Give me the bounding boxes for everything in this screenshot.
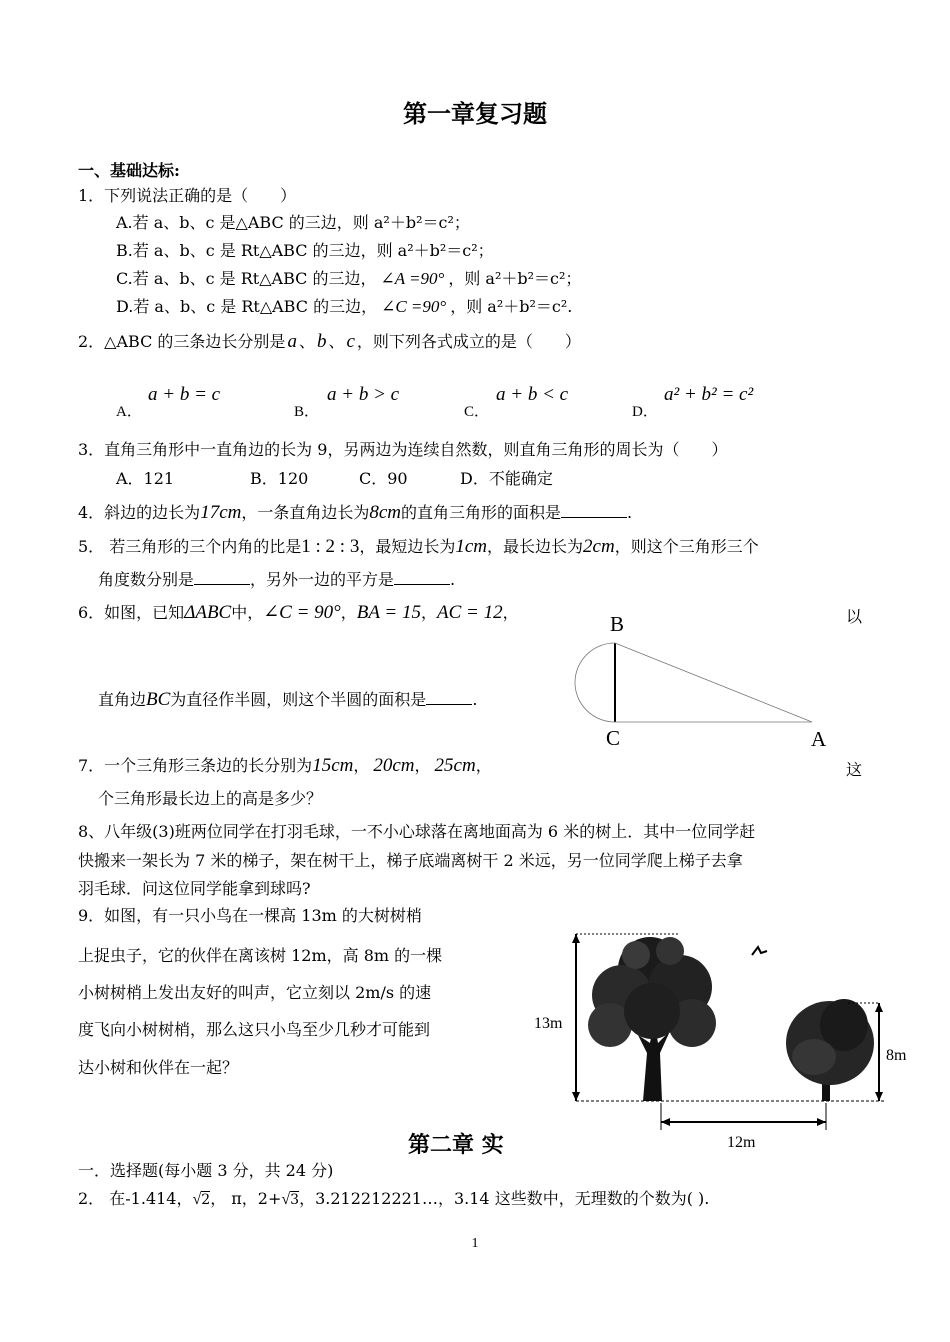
q6-label-c: C xyxy=(606,726,621,750)
q1-option-c-angle: ∠A =90° xyxy=(380,269,445,288)
small-tree-icon xyxy=(786,999,874,1101)
chapter2-subheading: 一．选择题(每小题 3 分，共 24 分) xyxy=(78,1161,334,1180)
q6-period: . xyxy=(472,690,478,709)
q9-arrow-icon xyxy=(875,1092,883,1101)
q6-semicircle xyxy=(575,643,615,722)
q9-line3: 小树树梢上发出友好的叫声，它立刻以 2m/s 的速 xyxy=(78,983,432,1002)
q5-shortest-side: 1cm xyxy=(455,536,488,557)
q6-ba: BA = 15 xyxy=(356,602,421,623)
sqrt-icon: √ xyxy=(281,1191,291,1208)
q6-label-b: B xyxy=(610,612,625,636)
q2-stem-tail: ，则下列各式成立的是（ ） xyxy=(356,332,581,351)
q2-option-d-formula: a² + b² = c² xyxy=(664,384,754,405)
q5-square-blank[interactable] xyxy=(394,570,450,585)
q7-sep: ， xyxy=(414,756,431,775)
q7-side-2: 20cm xyxy=(373,755,415,776)
q6-angle: ∠C = 90° xyxy=(263,602,341,623)
q6-triangle: ΔABC xyxy=(184,602,232,623)
q7-side-1: 15cm xyxy=(312,755,354,776)
q2-option-b-formula: a + b > c xyxy=(327,384,400,405)
q9-label-12m: 12m xyxy=(727,1134,756,1151)
q9-arrow-icon xyxy=(572,934,580,943)
q5-angles-blank[interactable] xyxy=(194,570,250,585)
q2-option-c-formula: a + b < c xyxy=(496,384,569,405)
q9-trees-figure xyxy=(530,925,930,1150)
chapter2-q2 xyxy=(78,1189,709,1210)
q9-line5: 达小树和伙伴在一起？ xyxy=(78,1058,239,1077)
q6-label-a: A xyxy=(811,727,827,751)
q1-option-c-text: C.若 a、b、c 是 Rt△ABC 的三边， xyxy=(116,269,377,288)
q8-line1: 8、八年级(3)班两位同学在打羽毛球，一不小心球落在离地面高为 6 米的树上．其中一位同学赶 xyxy=(78,822,756,841)
q2-option-d-label: D． xyxy=(632,404,658,420)
q6-side-ba xyxy=(615,643,812,722)
q6-answer-blank[interactable] xyxy=(426,690,472,705)
q1-option-d xyxy=(116,297,572,317)
q5-stem xyxy=(78,537,759,557)
q4-period: . xyxy=(627,503,633,522)
sqrt-icon: √ xyxy=(192,1191,202,1208)
q3-option-b: B．120 xyxy=(250,469,309,488)
q5-text: ，另外一边的平方是 xyxy=(250,570,395,589)
q2-sep: 、 xyxy=(328,332,345,351)
big-tree-icon xyxy=(588,937,716,1101)
q2-var-c: c xyxy=(346,331,355,352)
q5-text: 角度数分别是 xyxy=(98,570,195,589)
q6-ac: AC = 12 xyxy=(437,602,503,623)
q2-stem-text: 2．△ABC 的三条边长分别是 xyxy=(78,332,286,351)
q7-sep: ， xyxy=(353,756,370,775)
q2-option-a-label: A． xyxy=(116,404,142,420)
q3-stem: 3．直角三角形中一直角边的长为 9，另两边为连续自然数，则直角三角形的周长为（ ） xyxy=(78,440,728,459)
q9-arrow-icon xyxy=(875,1003,883,1012)
q8-line3: 羽毛球．问这位同学能拿到球吗? xyxy=(78,879,311,898)
q4-text: 4．斜边的边长为 xyxy=(78,503,201,522)
ch2-q2-sqrt2: 2 xyxy=(201,1192,211,1208)
q9-line2: 上捉虫子，它的伙伴在离该树 12m，高 8m 的一棵 xyxy=(78,946,443,965)
q7-text: 7．一个三角形三条边的长分别为 xyxy=(78,756,313,775)
q4-text: ，一条直角边长为 xyxy=(241,503,370,522)
q6-tail: 以 xyxy=(846,607,863,626)
q7-line2: 个三角形最长边上的高是多少？ xyxy=(98,789,323,808)
q1-option-d-tail: ，则 a²＋b²＝c². xyxy=(450,297,573,316)
q4-leg: 8cm xyxy=(369,502,402,523)
q6-sep: ， xyxy=(502,603,519,622)
q5-text: ，最短边长为 xyxy=(359,537,456,556)
q9-arrow-icon xyxy=(661,1118,670,1126)
q9-label-8m: 8m xyxy=(886,1047,907,1064)
q2-stem xyxy=(78,332,581,352)
q6-text: 中， xyxy=(231,603,264,622)
ch2-q2-text: ，3.212212221…，3.14 这些数中，无理数的个数为( ). xyxy=(299,1189,710,1208)
q2-option-c-label: C． xyxy=(464,404,490,420)
q1-option-b: B.若 a、b、c 是 Rt△ABC 的三边，则 a²＋b²＝c²； xyxy=(116,241,494,260)
section-heading: 一、基础达标: xyxy=(78,161,180,180)
q9-arrow-icon xyxy=(572,1092,580,1101)
bird-icon xyxy=(752,947,767,955)
q5-text: ，最长边长为 xyxy=(487,537,584,556)
q9-label-13m: 13m xyxy=(534,1015,563,1032)
q3-option-a: A．121 xyxy=(116,469,175,488)
q4-text: 的直角三角形的面积是 xyxy=(401,503,562,522)
q3-option-d: D．不能确定 xyxy=(460,469,553,488)
q6-triangle-figure xyxy=(560,610,840,760)
q1-option-c xyxy=(116,269,581,289)
ch2-q2-sqrt3: 3 xyxy=(290,1192,300,1208)
q5-ratio: 1 : 2 : 3 xyxy=(301,536,360,557)
q6-text: 直角边 xyxy=(98,690,147,709)
q4-hypotenuse: 17cm xyxy=(200,502,242,523)
q6-sep: ， xyxy=(420,603,437,622)
q7-sep: ， xyxy=(475,756,492,775)
q4-answer-blank[interactable] xyxy=(561,503,627,518)
q9-arrow-icon xyxy=(817,1118,826,1126)
q6-bc: BC xyxy=(146,689,171,710)
q5-text: ，则这个三角形三个 xyxy=(614,537,759,556)
q2-sep: 、 xyxy=(298,332,315,351)
q2-option-a-formula: a + b = c xyxy=(148,384,221,405)
q5-period: . xyxy=(450,570,456,589)
ch2-q2-text: 2． 在-1.414， xyxy=(78,1189,193,1208)
q7-stem xyxy=(78,756,492,776)
q1-option-c-tail: ，则 a²＋b²＝c²； xyxy=(448,269,582,288)
q3-option-c: C．90 xyxy=(359,469,408,488)
q6-stem xyxy=(78,603,519,623)
q5-longest-side: 2cm xyxy=(583,536,615,557)
q7-tail: 这 xyxy=(846,760,863,779)
q5-line2 xyxy=(98,570,455,590)
q6-line2 xyxy=(98,690,477,710)
q2-option-b-label: B． xyxy=(294,404,320,420)
q1-option-d-text: D.若 a、b、c 是 Rt△ABC 的三边， xyxy=(116,297,378,316)
q6-sep: ， xyxy=(340,603,357,622)
q2-var-a: a xyxy=(287,331,297,352)
q9-line4: 度飞向小树树梢，那么这只小鸟至少几秒才可能到 xyxy=(78,1020,431,1039)
q6-text: 6．如图，已知 xyxy=(78,603,185,622)
q1-stem: 1．下列说法正确的是（ ） xyxy=(78,186,297,205)
q1-option-a: A.若 a、b、c 是△ABC 的三边，则 a²＋b²＝c²； xyxy=(116,213,470,232)
page-number: 1 xyxy=(471,1236,479,1251)
q6-text: 为直径作半圆，则这个半圆的面积是 xyxy=(170,690,427,709)
chapter2-title: 第二章 实 xyxy=(408,1132,504,1158)
q8-line2: 快搬来一架长为 7 米的梯子，架在树干上，梯子底端离树干 2 米远，另一位同学爬上梯子去拿 xyxy=(78,851,743,870)
q2-var-b: b xyxy=(316,331,327,352)
q1-option-d-angle: ∠C =90° xyxy=(381,297,447,316)
q9-line1: 9．如图，有一只小鸟在一棵高 13m 的大树树梢 xyxy=(78,906,422,925)
q4-stem xyxy=(78,503,632,523)
page-title: 第一章复习题 xyxy=(403,99,547,128)
q7-side-3: 25cm xyxy=(434,755,476,776)
q5-text: 5． 若三角形的三个内角的比是 xyxy=(78,537,302,556)
ch2-q2-text: ， π，2+ xyxy=(210,1189,282,1208)
